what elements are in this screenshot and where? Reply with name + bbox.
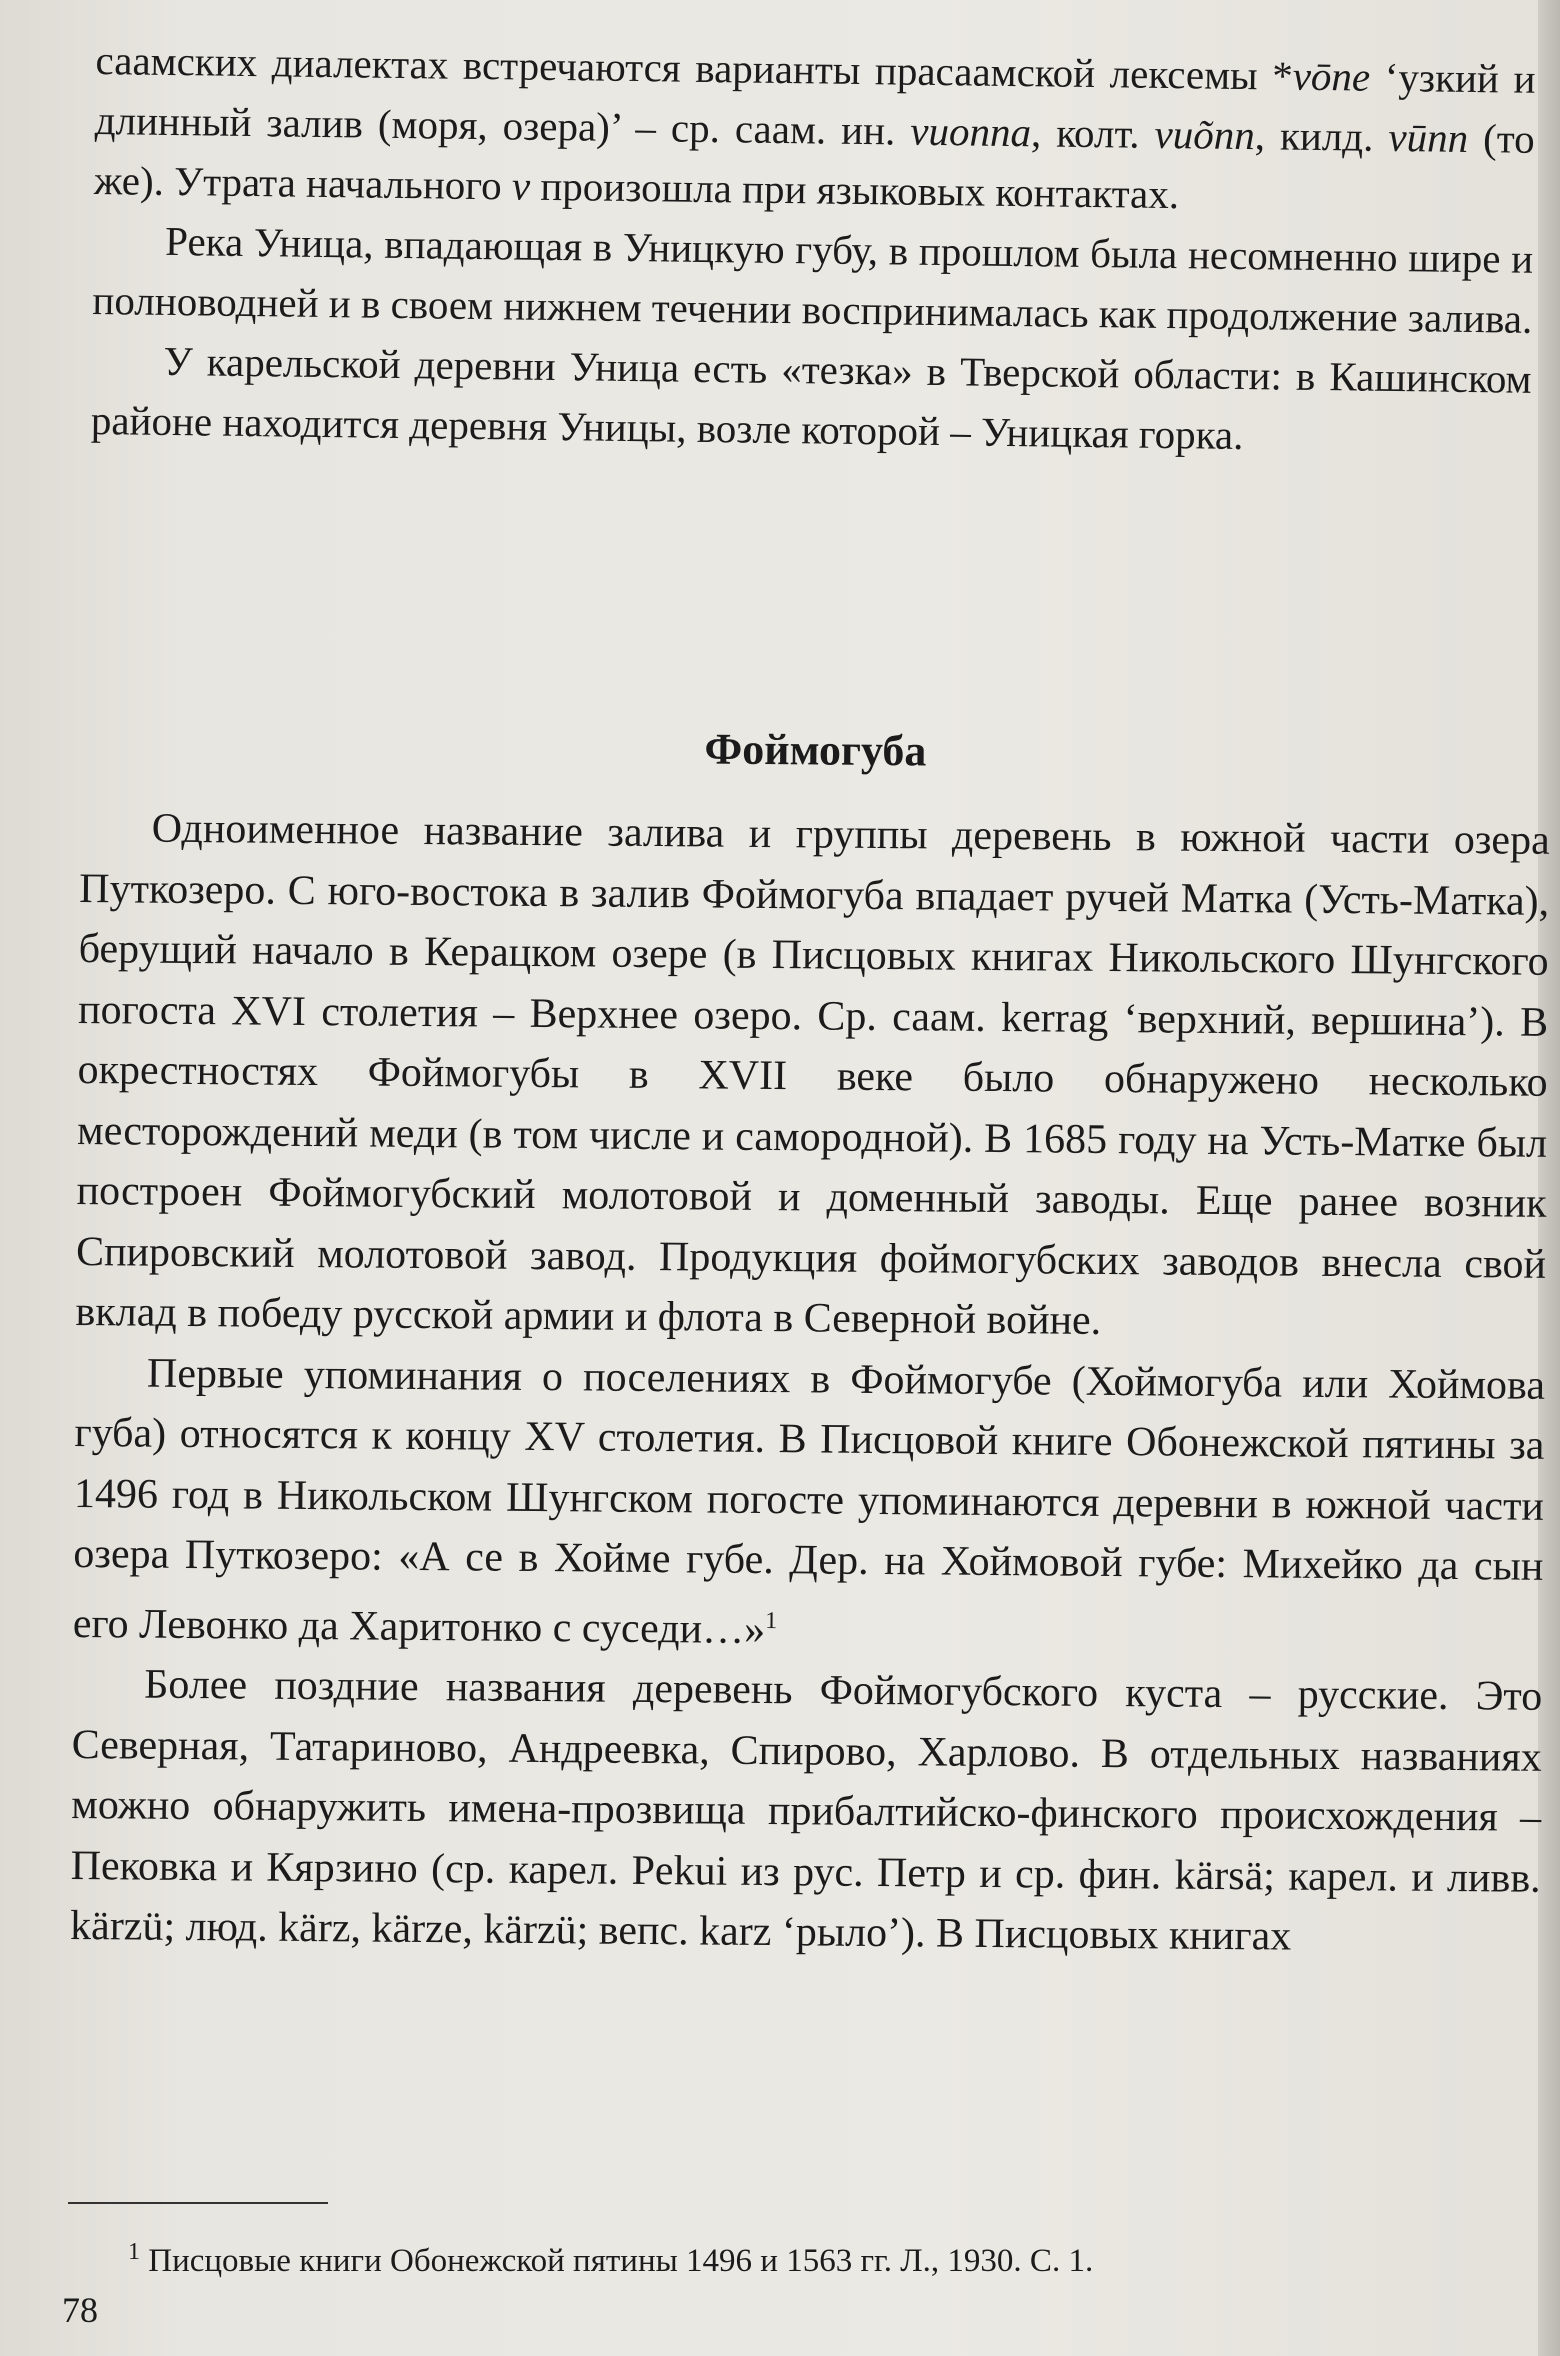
text-run: ‘узкий и длинный залив (моря, озера)’ – ср. саам. ин. — [94, 53, 1536, 154]
text-run: , колт. — [1030, 109, 1155, 157]
paragraph-unitsa-village: У карельской деревни Уница есть «тезка» в Тверской области: в Кашинском районе находится деревня Уницы, возле которой – Уницкая горка. — [90, 337, 1532, 459]
footnote-number: 1 — [128, 2239, 140, 2265]
footnote-text: Писцовые книги Обонежской пятины 1496 и 1563 гг. Л., 1930. С. 1. — [140, 2243, 1094, 2279]
paragraph-foimoguba-intro: Одноименное название залива и группы деревень в южной части озера Путкозеро. С юго-востока в залив Фоймогуба впадает ручей Матка (Усть-Матка), берущий начало в Керацком озере (в Писцовых книгах Никольского Шунгского погоста XVI столетия – Верхнее озеро. Ср. саам. kerrag ‘верхний, вершина’). В окрестностях Фоймогубы в XVII веке было обнаружено несколько месторождений меди (в том числе и самородной). В 1685 году на Усть-Матке был построен Фоймогубский молотовой и доменный заводы. Еще ранее возник Спировский молотовой завод. Продукция фоймогубских заводов внесла свой вклад в победу русской армии и флота в Северной войне. — [75, 805, 1550, 1344]
text-run: саамских диалектах встречаются варианты прасаамской лексемы * — [95, 36, 1294, 99]
italic-term: vūnn — [1388, 113, 1469, 161]
footnote-divider — [68, 2202, 328, 2204]
section-title: Фоймогуба — [704, 724, 927, 776]
paragraph-first-mentions — [73, 1342, 1546, 1666]
section-foimoguba — [69, 724, 1550, 1969]
text-run: произошла при языковых контактах. — [529, 162, 1180, 218]
top-text-block — [91, 30, 1536, 469]
text-run: Первые упоминания о поселениях в Фоймогубе (Хоймогуба или Хоймова губа) относятся к концу XV столетия. В Писцовой книге Обонежской пятины за 1496 год в Никольском Шунгском погосте упоминаются деревни в южной части озера Путкозеро: «А се в Хойме губе. Дер. на Хоймовой губе: Михейко да сын его Левонко да Харитонко с суседи…» — [72, 1350, 1546, 1653]
text-run: , килд. — [1254, 112, 1389, 160]
paragraph-later-names: Более поздние названия деревень Фоймогубского куста – русские. Это Северная, Татариново, Андреевка, Спирово, Харлово. В отдельных названиях можно обнаружить имена-прозвища прибалтийско-финского происхождения – Пековка и Кярзино (ср. карел. Pekui из рус. Петр и ср. фин. kärsä; карел. и ливв. kärzü; люд. kärz, kärze, kärzü; вепс. karz ‘рыло’). В Писцовых книгах — [69, 1661, 1543, 1960]
footnote-ref: 1 — [765, 1607, 778, 1634]
italic-term: vōne — [1292, 52, 1371, 100]
page-number: 78 — [62, 2290, 98, 2330]
italic-term: vuõnn — [1154, 110, 1256, 159]
text-run: (то же). Утрата начального — [93, 114, 1535, 209]
italic-term: v — [511, 162, 531, 209]
paragraph-saami-dialects — [94, 30, 1536, 229]
paragraph-unitsa-river: Река Уница, впадающая в Уницкую губу, в прошлом была несомненно шире и полноводней и в своем нижнем течении воспринималась как продолжение залива. — [92, 217, 1534, 342]
italic-term: vuonna — [910, 107, 1032, 156]
footnote — [128, 2230, 1093, 2283]
